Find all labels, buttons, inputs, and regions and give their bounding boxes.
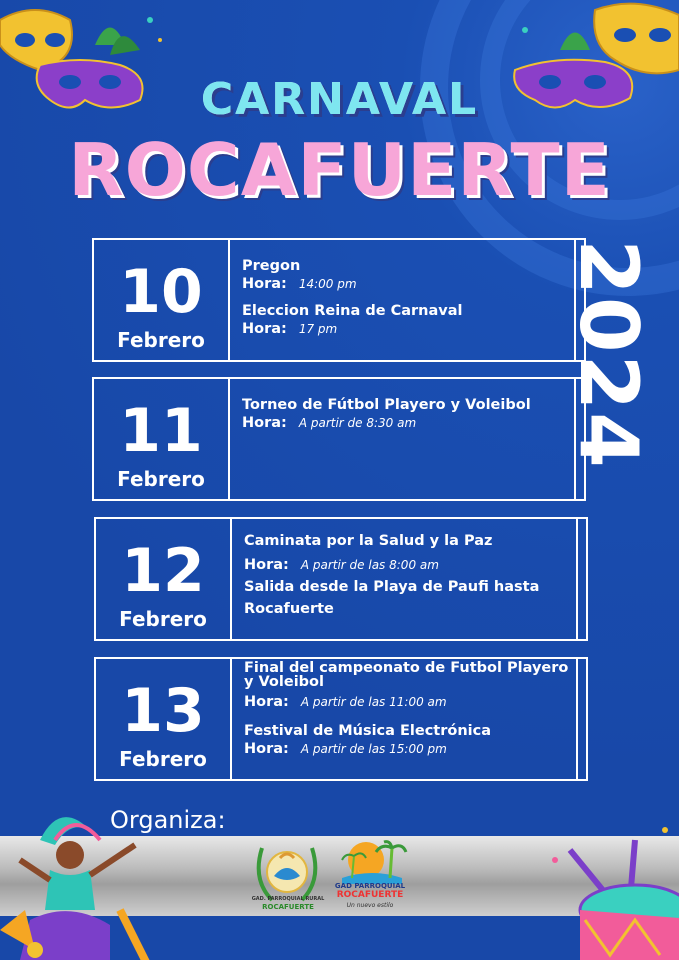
- time-value: A partir de 8:30 am: [298, 416, 417, 430]
- month-label: Febrero: [119, 607, 207, 631]
- logo2-slogan: Un nuevo estilo: [346, 902, 394, 909]
- logo2-name: ROCAFUERTE: [336, 890, 404, 900]
- card-border-line: [574, 240, 576, 360]
- day-number: 11: [119, 396, 203, 466]
- year-text: 2024: [561, 238, 655, 470]
- schedule-card: [92, 377, 586, 501]
- event-title: Pregon: [242, 258, 301, 274]
- logo2-caption: GAD PARROQUIAL: [334, 882, 406, 890]
- title-carnaval: CARNAVAL: [200, 74, 479, 125]
- event-time: [244, 693, 570, 711]
- title-rocafuerte: ROCAFUERTE: [68, 128, 611, 212]
- day-number: 12: [121, 536, 205, 606]
- event-list: [242, 258, 568, 348]
- organiza-label: Organiza:: [110, 806, 226, 834]
- event-list: [244, 661, 570, 768]
- date-box: [94, 240, 230, 360]
- event-time: [242, 320, 568, 338]
- time-value: A partir de las 11:00 am: [300, 695, 447, 709]
- event-time: [242, 414, 568, 432]
- time-value: 14:00 pm: [298, 277, 357, 291]
- event-title: Torneo de Fútbol Playero y Voleibol: [242, 397, 531, 413]
- month-label: Febrero: [117, 328, 205, 352]
- schedule-card: [94, 517, 588, 641]
- hora-label: Hora:: [242, 321, 287, 337]
- hora-label: Hora:: [242, 415, 287, 431]
- event-time: [244, 556, 570, 574]
- event-list: [242, 397, 568, 442]
- day-number: 13: [121, 676, 205, 746]
- month-label: Febrero: [117, 467, 205, 491]
- event-title: Final del campeonato de Futbol Playero y Voleibol: [244, 660, 569, 690]
- card-border-line: [576, 519, 578, 639]
- time-value: A partir de las 15:00 pm: [300, 742, 447, 756]
- event-list: [244, 533, 570, 620]
- time-value: 17 pm: [298, 322, 338, 336]
- event-note: Salida desde la Playa de Paufi hasta Rocafuerte: [244, 579, 540, 617]
- time-value: A partir de las 8:00 am: [300, 558, 439, 572]
- event-title: Festival de Música Electrónica: [244, 723, 492, 739]
- schedule-card: [92, 238, 586, 362]
- hora-label: Hora:: [244, 741, 289, 757]
- event-title: Eleccion Reina de Carnaval: [242, 303, 463, 319]
- hora-label: Hora:: [244, 694, 289, 710]
- card-border-line: [576, 659, 578, 779]
- card-border-line: [574, 379, 576, 499]
- event-time: [244, 740, 570, 758]
- event-time: [242, 275, 568, 293]
- hora-label: Hora:: [244, 557, 289, 573]
- day-number: 10: [119, 257, 203, 327]
- month-label: Febrero: [119, 747, 207, 771]
- drum-icon: [540, 810, 679, 960]
- date-box: [96, 659, 232, 779]
- date-box: [96, 519, 232, 639]
- logo1-caption: GAD. PARROQUIAL RURAL: [251, 896, 325, 902]
- schedule-card: [94, 657, 588, 781]
- date-box: [94, 379, 230, 499]
- event-title: Caminata por la Salud y la Paz: [244, 533, 493, 549]
- logo1-name: ROCAFUERTE: [262, 903, 314, 911]
- hora-label: Hora:: [242, 276, 287, 292]
- carnival-dancer-icon: [0, 800, 170, 960]
